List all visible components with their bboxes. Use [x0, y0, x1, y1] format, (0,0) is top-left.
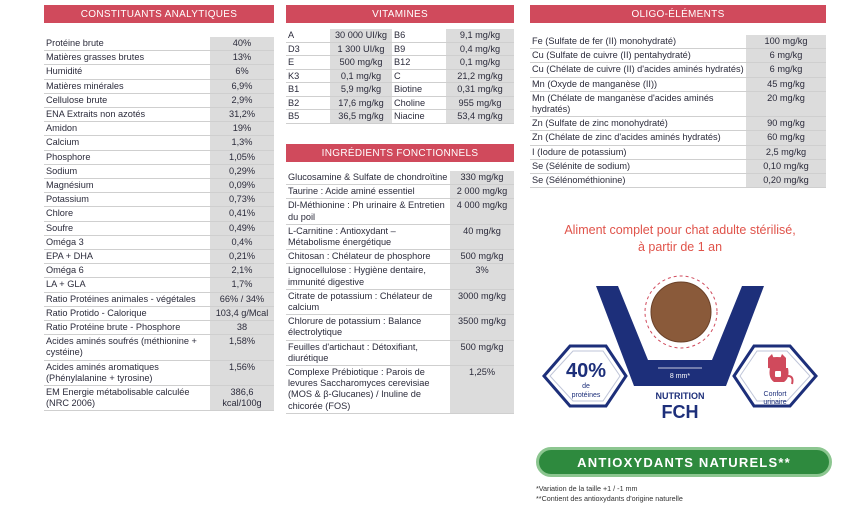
product-slogan — [530, 222, 830, 256]
protein-label: protéines — [571, 392, 601, 399]
table-row — [44, 361, 274, 386]
row-value: 31,2% — [210, 108, 274, 121]
table-row — [530, 146, 826, 160]
vitamine-value: 53,4 mg/kg — [446, 110, 514, 123]
footnote-1: *Variation de la taille +1 / -1 mm — [536, 484, 638, 493]
table-row — [44, 108, 274, 122]
row-label: Matières minérales — [46, 80, 124, 91]
vitamine-value: 0,1 mg/kg — [330, 70, 392, 83]
table-row — [286, 315, 514, 340]
row-value: 2,5 mg/kg — [746, 146, 826, 159]
table-row — [44, 122, 274, 136]
row-label: Glucosamine & Sulfate de chondroïtine — [288, 172, 448, 182]
row-label: Oméga 6 — [46, 265, 84, 276]
table-row — [530, 78, 826, 92]
row-label: Magnésium — [46, 180, 94, 191]
table-row — [286, 366, 514, 414]
table-row — [44, 151, 274, 165]
row-value: 60 mg/kg — [746, 131, 826, 144]
table-row — [44, 236, 274, 250]
row-value: 0,41% — [210, 207, 274, 220]
row-label: Dl-Méthionine : Ph urinaire & Entretien du poil — [288, 200, 445, 222]
table-row — [44, 165, 274, 179]
table-row — [44, 278, 274, 292]
table-row — [530, 63, 826, 77]
vitamine-label: A — [288, 30, 295, 40]
row-value: 1,25% — [450, 366, 514, 413]
vitamine-row — [286, 29, 514, 43]
vitamine-row — [286, 43, 514, 57]
row-value: 103,4 g/Mcal — [210, 307, 274, 320]
table-row — [286, 171, 514, 185]
vitamine-label: Niacine — [394, 111, 425, 121]
row-label: Mn (Oxyde de manganèse (II)) — [532, 78, 658, 89]
table-row — [44, 264, 274, 278]
vitamine-value: 21,2 mg/kg — [446, 70, 514, 83]
row-value: 500 mg/kg — [450, 250, 514, 263]
row-label: Oméga 3 — [46, 236, 84, 247]
row-value: 2,9% — [210, 94, 274, 107]
row-label: Complexe Prébiotique : Parois de levures Saccharomyces cerevisiae (MOS & β-Glucanes) / Inuline de chicorée (FOS) — [288, 367, 430, 411]
row-value: 6,9% — [210, 80, 274, 93]
row-value: 500 mg/kg — [450, 341, 514, 365]
table-row — [44, 222, 274, 236]
row-value: 1,7% — [210, 278, 274, 291]
row-label: Acides aminés soufrés (méthionine + cystéine) — [46, 336, 197, 358]
table-row — [44, 51, 274, 65]
row-value: 40% — [210, 37, 274, 50]
row-label: EM Energie métabolisable calculée (NRC 2006) — [46, 387, 190, 409]
oligo-table — [530, 35, 826, 188]
row-value: 3% — [450, 264, 514, 288]
vitamine-label: K3 — [288, 70, 300, 81]
row-value: 66% / 34% — [210, 293, 274, 306]
constituants-table — [44, 37, 274, 411]
table-row — [530, 49, 826, 63]
vitamine-value: 1 300 UI/kg — [330, 43, 392, 56]
table-row — [44, 179, 274, 193]
row-value: 0,21% — [210, 250, 274, 263]
table-row — [530, 160, 826, 174]
vitamine-label: C — [394, 70, 401, 81]
ingredients-table — [286, 171, 514, 414]
table-row — [530, 131, 826, 145]
row-label: Se (Sélénite de sodium) — [532, 160, 631, 171]
row-value: 1,58% — [210, 335, 274, 359]
row-value: 45 mg/kg — [746, 78, 826, 91]
constituants-header: CONSTITUANTS ANALYTIQUES — [44, 5, 274, 23]
row-label: Sodium — [46, 165, 78, 176]
row-label: Calcium — [46, 137, 80, 148]
row-label: I (Iodure de potassium) — [532, 146, 627, 157]
vitamine-value: 36,5 mg/kg — [330, 110, 392, 123]
table-row — [44, 293, 274, 307]
row-value: 100 mg/kg — [746, 35, 826, 48]
row-label: Matières grasses brutes — [46, 52, 145, 63]
table-row — [44, 207, 274, 221]
row-label: LA + GLA — [46, 279, 86, 290]
vitamine-value: 9,1 mg/kg — [446, 29, 514, 42]
row-label: EPA + DHA — [46, 251, 94, 262]
table-row — [44, 386, 274, 411]
vitamine-label: B9 — [394, 43, 406, 54]
row-value: 19% — [210, 122, 274, 135]
table-row — [286, 225, 514, 250]
comfort-line-1: Confort — [763, 391, 787, 398]
row-label: Amidon — [46, 123, 78, 134]
row-label: Chlore — [46, 208, 74, 219]
row-label: ENA Extraits non azotés — [46, 109, 146, 120]
row-value: 6 mg/kg — [746, 63, 826, 76]
row-value: 0,20 mg/kg — [746, 174, 826, 187]
vitamine-label: Choline — [394, 97, 426, 108]
comfort-line-2: urinaire — [763, 399, 787, 406]
row-label: Zn (Sulfate de zinc monohydraté) — [532, 118, 668, 129]
protein-percent: 40% — [565, 360, 607, 382]
brand-line-2: FCH — [661, 402, 699, 422]
row-value: 2,1% — [210, 264, 274, 277]
row-label: Chitosan : Chélateur de phosphore — [288, 251, 431, 262]
vitamine-label: B12 — [394, 57, 411, 67]
table-row — [44, 136, 274, 150]
row-value: 38 — [210, 321, 274, 334]
row-value: 1,05% — [210, 151, 274, 164]
row-value: 90 mg/kg — [746, 117, 826, 130]
row-label: Fe (Sulfate de fer (II) monohydraté) — [532, 36, 676, 46]
row-value: 2 000 mg/kg — [450, 185, 514, 198]
vitamine-label: B5 — [288, 111, 300, 121]
table-row — [44, 65, 274, 79]
table-row — [286, 264, 514, 289]
row-value: 4 000 mg/kg — [450, 199, 514, 223]
row-label: Soufre — [46, 222, 74, 233]
vitamine-value: 17,6 mg/kg — [330, 97, 392, 110]
vitamine-value: 0,4 mg/kg — [446, 43, 514, 56]
table-row — [530, 174, 826, 188]
size-label: 8 mm* — [669, 373, 691, 380]
row-label: Lignocellulose : Hygiène dentaire, immunité digestive — [288, 265, 426, 287]
vitamine-value: 0,1 mg/kg — [446, 56, 514, 69]
row-label: Chlorure de potassium : Balance électrolytique — [288, 316, 422, 338]
vitamine-row — [286, 110, 514, 124]
table-row — [44, 321, 274, 335]
table-row — [286, 250, 514, 264]
row-label: Ratio Protéine brute - Phosphore — [46, 322, 181, 333]
row-label: Cellulose brute — [46, 94, 108, 105]
protein-de: de — [582, 383, 590, 390]
row-value: 3500 mg/kg — [450, 315, 514, 339]
table-row — [44, 335, 274, 360]
row-label: Ratio Protéines animales - végétales — [46, 293, 196, 304]
vitamine-value: 500 mg/kg — [330, 56, 392, 69]
row-label: Cu (Sulfate de cuivre (II) pentahydraté) — [532, 50, 691, 61]
slogan-line-1: Aliment complet pour chat adulte stérilisé, — [564, 223, 796, 237]
table-row — [530, 35, 826, 49]
vitamine-label: D3 — [288, 43, 300, 54]
vitamine-label: B2 — [288, 97, 300, 108]
row-value: 6 mg/kg — [746, 49, 826, 62]
slogan-line-2: à partir de 1 an — [637, 240, 723, 254]
vitamine-row — [286, 56, 514, 70]
row-value: 3000 mg/kg — [450, 290, 514, 314]
row-value: 0,10 mg/kg — [746, 160, 826, 173]
table-row — [44, 94, 274, 108]
table-row — [44, 80, 274, 94]
product-graphic — [530, 268, 830, 446]
vitamine-label: B6 — [394, 30, 406, 40]
row-value: 0,73% — [210, 193, 274, 206]
row-value: 0,09% — [210, 179, 274, 192]
table-row — [286, 341, 514, 366]
vitamines-header: VITAMINES — [286, 5, 514, 23]
vitamine-label: Biotine — [394, 84, 423, 94]
brand-line-1: NUTRITION — [655, 391, 705, 401]
table-row — [44, 307, 274, 321]
row-value: 13% — [210, 51, 274, 64]
vitamine-value: 0,31 mg/kg — [446, 83, 514, 96]
row-label: Cu (Chélate de cuivre (II) d'acides aminés hydratés) — [532, 64, 744, 75]
vitamine-value: 5,9 mg/kg — [330, 83, 392, 96]
row-label: Phosphore — [46, 151, 91, 162]
row-label: Ratio Protido - Calorique — [46, 307, 147, 318]
table-row — [286, 199, 514, 224]
row-value: 0,4% — [210, 236, 274, 249]
table-row — [286, 185, 514, 199]
table-row — [530, 117, 826, 131]
vitamine-row — [286, 83, 514, 97]
table-row — [530, 92, 826, 117]
row-value: 0,29% — [210, 165, 274, 178]
vitamine-value: 30 000 UI/kg — [330, 29, 392, 42]
table-row — [44, 193, 274, 207]
row-label: Acides aminés aromatiques (Phénylalanine + tyrosine) — [46, 361, 159, 383]
row-label: L-Carnitine : Antioxydant – Métabolisme énergétique — [288, 225, 396, 248]
oligo-header: OLIGO-ÉLÉMENTS — [530, 5, 826, 23]
antioxydants-badge: ANTIOXYDANTS NATURELS** — [536, 447, 832, 477]
vitamines-table — [286, 29, 514, 124]
row-label: Se (Sélénométhionine) — [532, 175, 626, 186]
row-label: Citrate de potassium : Chélateur de calcium — [288, 290, 433, 313]
row-label: Mn (Chélate de manganèse d'acides aminés hydratés) — [532, 92, 714, 115]
footnote-2: **Contient des antioxydants d'origine naturelle — [536, 494, 683, 503]
row-value: 0,49% — [210, 222, 274, 235]
row-label: Humidité — [46, 66, 83, 77]
row-value: 20 mg/kg — [746, 92, 826, 116]
vitamine-row — [286, 70, 514, 84]
table-row — [286, 290, 514, 315]
ingredients-header: INGRÉDIENTS FONCTIONNELS — [286, 144, 514, 162]
row-value: 1,56% — [210, 361, 274, 385]
vitamine-value: 955 mg/kg — [446, 97, 514, 110]
row-value: 40 mg/kg — [450, 225, 514, 249]
row-value: 386,6 kcal/100g — [210, 386, 274, 410]
vitamine-label: B1 — [288, 84, 300, 94]
row-label: Zn (Chélate de zinc d'acides aminés hydratés) — [532, 132, 721, 143]
row-value: 1,3% — [210, 136, 274, 149]
row-label: Feuilles d'artichaut : Détoxifiant, diurétique — [288, 341, 418, 363]
table-row — [44, 37, 274, 51]
row-value: 6% — [210, 65, 274, 78]
vitamine-label: E — [288, 57, 295, 67]
row-label: Protéine brute — [46, 38, 104, 48]
row-label: Taurine : Acide aminé essentiel — [288, 186, 415, 197]
table-row — [44, 250, 274, 264]
row-value: 330 mg/kg — [450, 171, 514, 184]
row-label: Potassium — [46, 194, 89, 205]
vitamine-row — [286, 97, 514, 111]
